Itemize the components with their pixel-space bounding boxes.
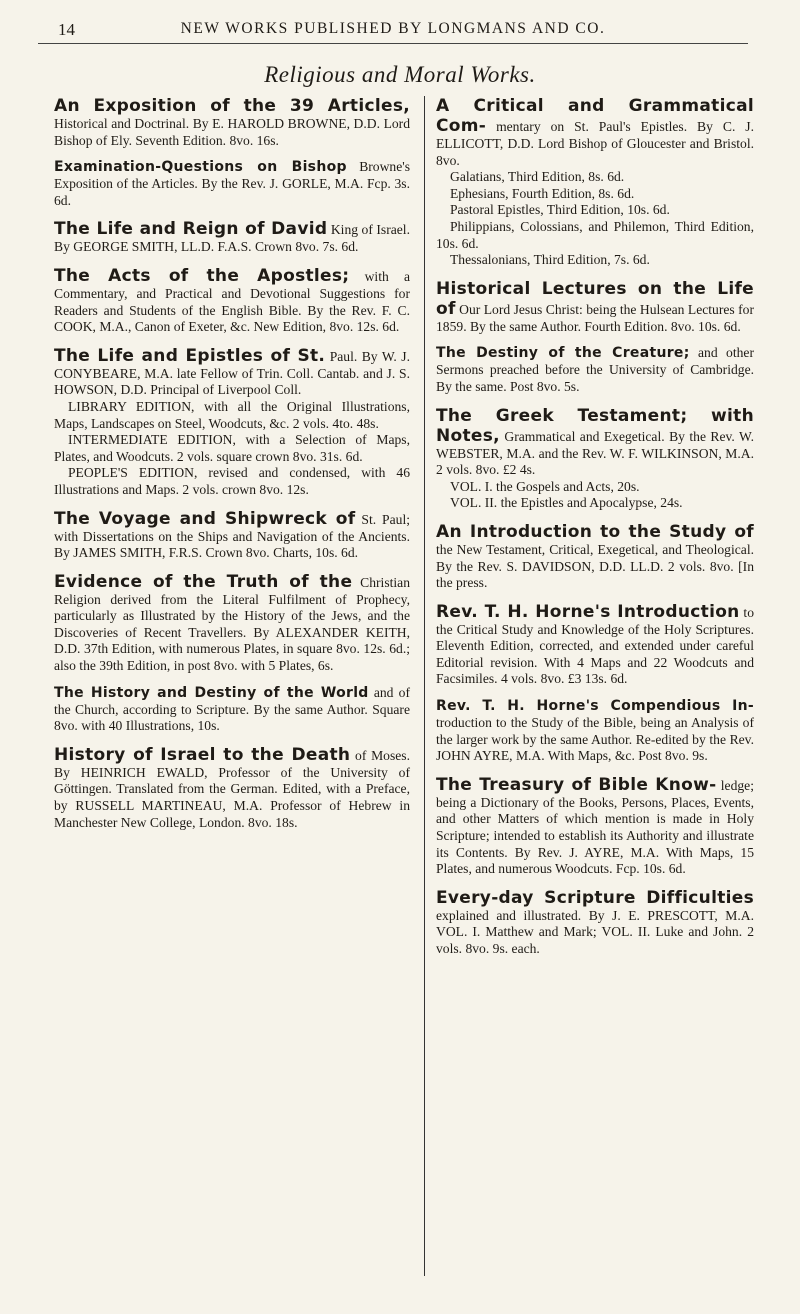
book-description: Grammatical and Exegetical. By the Rev. W. WEBSTER, M.A. and the Rev. W. F. WILKINSON, M.A. 2 vols. 8vo. £2 4s. [436,428,754,478]
book-entry [54,685,410,735]
book-title: Evidence of the Truth of the [54,571,353,592]
book-title: The History and Destiny of the World [54,684,369,701]
book-title: The Greek Testament; with Notes, [436,405,754,446]
book-description: St. Paul; with Dissertations on the Ships and Navigation of the Ancients. By JAMES SMITH, F.R.S. Crown 8vo. Charts, 10s. 6d. [54,511,410,561]
book-title: Every-day Scripture Difficulties [436,887,754,908]
edition-line: Ephesians, Fourth Edition, 8s. 6d. [450,185,635,201]
column-divider [424,96,425,1276]
book-title: The Voyage and Shipwreck of [54,508,356,529]
book-entry [436,888,754,958]
book-title: Rev. T. H. Horne's Introduction [436,601,740,622]
edition-line: Galatians, Third Edition, 8s. 6d. [450,169,625,185]
book-title: An Introduction to the Study of [436,521,754,542]
book-title: The Treasury of Bible Know- [436,774,717,795]
book-title: Examination-Questions on Bishop [54,159,347,176]
right-column [436,96,754,968]
book-title: Rev. T. H. Horne's Compendious In- [436,698,754,715]
book-entry [54,346,410,499]
book-description: and of the Church, according to Scripture. By the same Author. Square 8vo. with 40 Illustrations, 10s. [54,684,410,734]
book-entry [54,266,410,336]
edition-line: Thessalonians, Third Edition, 7s. 6d. [450,252,650,268]
edition-line: Pastoral Epistles, Third Edition, 10s. 6d. [450,202,670,218]
book-title: History of Israel to the Death [54,744,351,765]
running-header [38,12,748,44]
book-description: of Moses. By HEINRICH EWALD, Professor of the University of Göttingen. Translated from the German. Edited, with a Preface, by RUSSELL MARTINEAU, M.A. Professor of Hebrew in Manchester New College, London. 8vo. 18s. [54,747,410,830]
edition-line: VOL. II. the Epistles and Apocalypse, 24s. [450,495,683,511]
edition-line: VOL. I. the Gospels and Acts, 20s. [450,478,640,494]
section-title: Religious and Moral Works. [264,62,536,87]
book-description: Historical and Doctrinal. By E. HAROLD BROWNE, D.D. Lord Bishop of Ely. Seventh Edition. 8vo. 16s. [54,116,410,148]
book-description: with a Commentary, and Practical and Devotional Suggestions for Readers and Students of the English Bible. By the Rev. F. C. COOK, M.A., Canon of Exeter, &c. New Edition, 8vo. 12s. 6d. [54,268,410,335]
book-entry [436,406,754,512]
book-title: A Critical and Grammatical Com- [436,96,754,136]
left-column [54,96,410,841]
book-entry [54,219,410,256]
header-rule [38,43,748,44]
book-description: Paul. By W. J. CONYBEARE, M.A. late Fellow of Trin. Coll. Cantab. and J. S. HOWSON, D.D. Principal of Liverpool Coll. [54,348,410,398]
book-title: Historical Lectures on the Life of [436,278,754,319]
book-description: and other Sermons preached before the University of Cambridge. By the same. Post 8vo. 5s. [436,345,754,394]
book-description: Our Lord Jesus Christ: being the Hulsean Lectures for 1859. By the same Author. Fourth Edition. 8vo. 10s. 6d. [436,301,754,334]
book-entry [54,745,410,831]
book-title: The Destiny of the Creature; [436,345,690,362]
book-entry [436,775,754,878]
book-description: King of Israel. By GEORGE SMITH, LL.D. F.A.S. Crown 8vo. 7s. 6d. [54,222,410,255]
book-entry [436,602,754,688]
edition-line: PEOPLE'S EDITION, revised and condensed, with 46 Illustrations and Maps. 2 vols. crown 8vo. 12s. [54,465,410,497]
running-title: NEW WORKS PUBLISHED BY LONGMANS AND CO. [180,20,606,37]
book-description: ledge; being a Dictionary of the Books, Persons, Places, Events, and other Matters of which mention is made in Holy Scripture; intended to establish its Authority and illustrate its Contents. By Rev. J. AYRE, M.A. With Maps, 15 Plates, and numerous Woodcuts. Fcp. 10s. 6d. [436,777,754,877]
book-entry [436,522,754,592]
book-title: An Exposition of the 39 Articles, [54,96,410,116]
book-entry [54,572,410,675]
book-description: Browne's Exposition of the Articles. By the Rev. J. GORLE, M.A. Fcp. 3s. 6d. [54,159,410,208]
page-number: 14 [58,20,75,39]
book-title: The Life and Reign of David [54,219,328,240]
book-entry [436,345,754,395]
book-title: The Acts of the Apostles; [54,265,350,286]
book-description: Christian Religion derived from the Literal Fulfilment of Prophecy, particularly as Illustrated by the History of the Jews, and the Discoveries of Recent Travellers. By ALEXANDER KEITH, D.D. 37th Edition, with numerous Plates, in square 8vo. 12s. 6d.; also the 39th Edition, in post 8vo. with 5 Plates, 6s. [54,574,410,674]
book-entry [54,159,410,209]
book-title: The Life and Epistles of St. [54,345,326,366]
book-description: troduction to the Study of the Bible, being an Analysis of the larger work by the same Author. Re-edited by the Rev. JOHN AYRE, M.A. With Maps, &c. Post 8vo. 9s. [436,715,754,764]
book-entry [436,96,754,269]
book-description: to the Critical Study and Knowledge of the Holy Scriptures. Eleventh Edition, corrected, and extended under careful Editorial revision. With 4 Maps and 22 Woodcuts and Facsimiles. 4 vols. 8vo. £3 13s. 6d. [436,604,754,687]
book-description: mentary on St. Paul's Epistles. By C. J. ELLICOTT, D.D. Lord Bishop of Gloucester and Bristol. 8vo. [436,119,754,168]
book-entry [436,279,754,336]
book-entry [436,698,754,765]
book-description: the New Testament, Critical, Exegetical, and Theological. By the Rev. S. DAVIDSON, D.D. LL.D. 2 vols. 8vo. [In the press. [436,541,754,591]
edition-line: LIBRARY EDITION, with all the Original Illustrations, Maps, Landscapes on Steel, Woodcuts, &c. 2 vols. 4to. 48s. [54,398,410,431]
book-entry [54,96,410,149]
edition-line: INTERMEDIATE EDITION, with a Selection of Maps, Plates, and Woodcuts. 2 vols. square crown 8vo. 31s. 6d. [54,432,410,464]
book-entry [54,509,410,562]
book-description: explained and illustrated. By J. E. PRESCOTT, M.A. VOL. I. Matthew and Mark; VOL. II. Luke and John. 2 vols. 8vo. 9s. each. [436,907,754,956]
edition-line: Philippians, Colossians, and Philemon, Third Edition, 10s. 6d. [436,218,754,251]
